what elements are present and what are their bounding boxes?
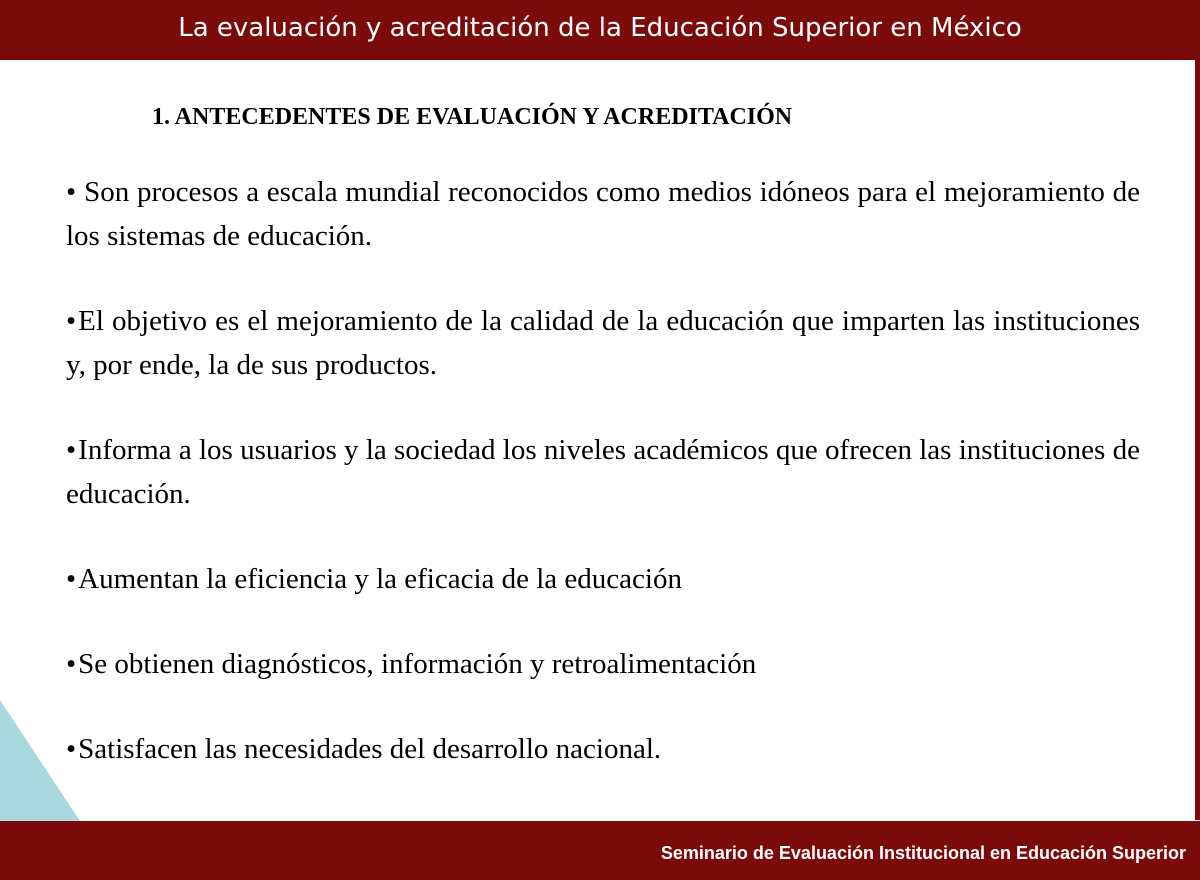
bullet-item (66, 727, 1140, 771)
bullet-marker: • (66, 733, 77, 765)
section-heading: 1. ANTECEDENTES DE EVALUACIÓN Y ACREDITACIÓN (152, 104, 793, 130)
bullet-item (66, 299, 1140, 387)
bullet-marker: • (66, 176, 77, 208)
right-edge-rule (1195, 60, 1200, 820)
bullet-marker: • (66, 648, 77, 680)
bullet-text: El objetivo es el mejoramiento de la calidad de la educación que imparten las instituciones y, por ende, la de sus productos. (66, 305, 1140, 381)
footer-text: Seminario de Evaluación Institucional en Educación Superior (660, 843, 1186, 863)
slide-title: La evaluación y acreditación de la Educación Superior en México (178, 13, 1022, 43)
bullet-item (66, 170, 1140, 258)
bullet-text: Son procesos a escala mundial reconocidos como medios idóneos para el mejoramiento de los sistemas de educación. (66, 176, 1140, 252)
bullet-item (66, 428, 1140, 516)
bullet-list (66, 170, 1140, 812)
bullet-marker: • (66, 434, 77, 466)
bullet-marker: • (66, 563, 77, 595)
bullet-item (66, 557, 1140, 601)
bullet-text: Se obtienen diagnósticos, información y retroalimentación (78, 648, 757, 680)
bullet-text: Informa a los usuarios y la sociedad los niveles académicos que ofrecen las instituciones de educación. (66, 434, 1140, 510)
bullet-text: Aumentan la eficiencia y la eficacia de la educación (78, 563, 682, 595)
bullet-item (66, 642, 1140, 686)
bullet-text: Satisfacen las necesidades del desarrollo nacional. (78, 733, 662, 765)
bullet-marker: • (66, 305, 77, 337)
